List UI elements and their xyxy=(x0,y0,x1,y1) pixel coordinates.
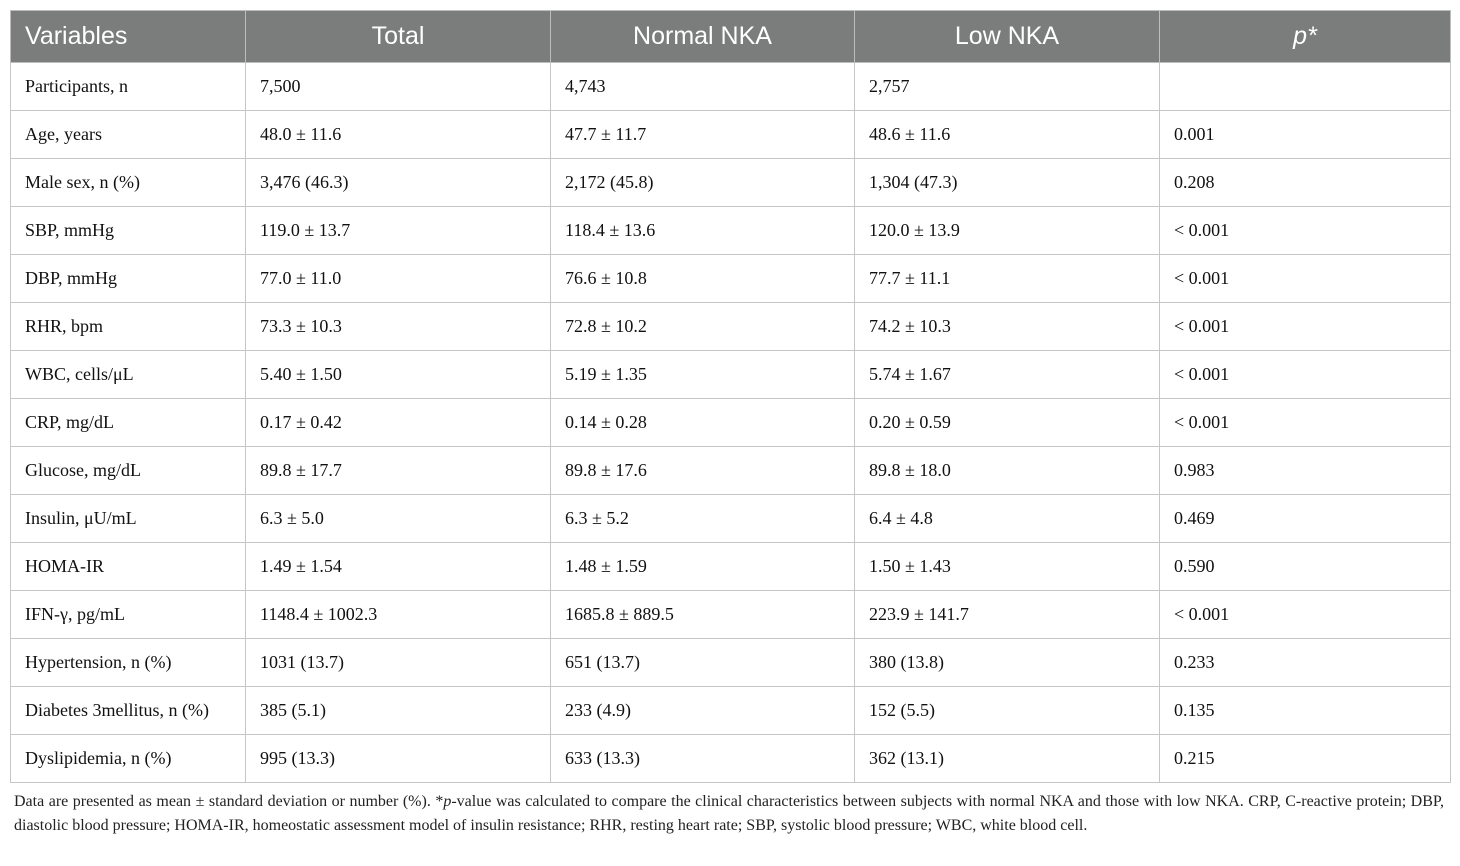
cell-variable: DBP, mmHg xyxy=(11,255,246,303)
header-p-value: p* xyxy=(1160,11,1451,63)
cell-normal-nka: 0.14 ± 0.28 xyxy=(551,399,855,447)
table-row xyxy=(11,447,1451,495)
cell-total: 89.8 ± 17.7 xyxy=(246,447,551,495)
cell-low-nka: 223.9 ± 141.7 xyxy=(855,591,1160,639)
cell-low-nka: 0.20 ± 0.59 xyxy=(855,399,1160,447)
cell-variable: CRP, mg/dL xyxy=(11,399,246,447)
cell-total: 48.0 ± 11.6 xyxy=(246,111,551,159)
cell-total: 6.3 ± 5.0 xyxy=(246,495,551,543)
cell-normal-nka: 2,172 (45.8) xyxy=(551,159,855,207)
table-row xyxy=(11,159,1451,207)
cell-normal-nka: 118.4 ± 13.6 xyxy=(551,207,855,255)
cell-p-value: 0.983 xyxy=(1160,447,1451,495)
header-total: Total xyxy=(246,11,551,63)
table-row xyxy=(11,255,1451,303)
cell-variable: IFN-γ, pg/mL xyxy=(11,591,246,639)
cell-low-nka: 362 (13.1) xyxy=(855,735,1160,783)
cell-p-value: 0.215 xyxy=(1160,735,1451,783)
table-body xyxy=(11,63,1451,783)
cell-normal-nka: 72.8 ± 10.2 xyxy=(551,303,855,351)
cell-total: 1148.4 ± 1002.3 xyxy=(246,591,551,639)
cell-variable: RHR, bpm xyxy=(11,303,246,351)
cell-normal-nka: 47.7 ± 11.7 xyxy=(551,111,855,159)
cell-normal-nka: 1.48 ± 1.59 xyxy=(551,543,855,591)
cell-p-value: < 0.001 xyxy=(1160,303,1451,351)
cell-total: 1.49 ± 1.54 xyxy=(246,543,551,591)
cell-p-value: 0.001 xyxy=(1160,111,1451,159)
cell-variable: Male sex, n (%) xyxy=(11,159,246,207)
cell-low-nka: 380 (13.8) xyxy=(855,639,1160,687)
cell-variable: Participants, n xyxy=(11,63,246,111)
cell-p-value: < 0.001 xyxy=(1160,351,1451,399)
table-row xyxy=(11,543,1451,591)
cell-variable: Insulin, μU/mL xyxy=(11,495,246,543)
cell-p-value: < 0.001 xyxy=(1160,591,1451,639)
table-row xyxy=(11,639,1451,687)
cell-low-nka: 48.6 ± 11.6 xyxy=(855,111,1160,159)
table-header xyxy=(11,11,1451,63)
cell-p-value: < 0.001 xyxy=(1160,207,1451,255)
footnote-text-1: Data are presented as mean ± standard deviation or number (%). * xyxy=(14,793,444,810)
header-normal-nka: Normal NKA xyxy=(551,11,855,63)
cell-p-value: 0.469 xyxy=(1160,495,1451,543)
cell-low-nka: 6.4 ± 4.8 xyxy=(855,495,1160,543)
footnote-text-2: -value was calculated to compare the clinical characteristics between subjects with normal NKA and those with low NKA. CRP, C-reactive protein; DBP, diastolic blood pressure; HOMA-IR, homeostatic assessment model of insulin resistance; RHR, resting heart rate; SBP, systolic blood pressure; WBC, white blood cell. xyxy=(14,793,1445,834)
cell-total: 73.3 ± 10.3 xyxy=(246,303,551,351)
cell-low-nka: 5.74 ± 1.67 xyxy=(855,351,1160,399)
cell-low-nka: 2,757 xyxy=(855,63,1160,111)
cell-variable: HOMA-IR xyxy=(11,543,246,591)
cell-normal-nka: 651 (13.7) xyxy=(551,639,855,687)
cell-total: 5.40 ± 1.50 xyxy=(246,351,551,399)
cell-normal-nka: 76.6 ± 10.8 xyxy=(551,255,855,303)
cell-low-nka: 74.2 ± 10.3 xyxy=(855,303,1160,351)
footnote-p-italic: p xyxy=(443,793,452,810)
cell-p-value: < 0.001 xyxy=(1160,255,1451,303)
cell-low-nka: 152 (5.5) xyxy=(855,687,1160,735)
cell-low-nka: 120.0 ± 13.9 xyxy=(855,207,1160,255)
cell-normal-nka: 4,743 xyxy=(551,63,855,111)
table-row xyxy=(11,687,1451,735)
cell-total: 385 (5.1) xyxy=(246,687,551,735)
cell-variable: SBP, mmHg xyxy=(11,207,246,255)
table-row xyxy=(11,63,1451,111)
table-row xyxy=(11,303,1451,351)
cell-total: 0.17 ± 0.42 xyxy=(246,399,551,447)
cell-normal-nka: 5.19 ± 1.35 xyxy=(551,351,855,399)
table-row xyxy=(11,399,1451,447)
cell-total: 7,500 xyxy=(246,63,551,111)
cell-normal-nka: 6.3 ± 5.2 xyxy=(551,495,855,543)
cell-total: 1031 (13.7) xyxy=(246,639,551,687)
cell-normal-nka: 233 (4.9) xyxy=(551,687,855,735)
header-row xyxy=(11,11,1451,63)
characteristics-table xyxy=(10,10,1451,783)
cell-low-nka: 1.50 ± 1.43 xyxy=(855,543,1160,591)
characteristics-table-container xyxy=(10,10,1450,783)
cell-total: 119.0 ± 13.7 xyxy=(246,207,551,255)
cell-variable: Diabetes 3mellitus, n (%) xyxy=(11,687,246,735)
cell-variable: Age, years xyxy=(11,111,246,159)
cell-p-value: 0.233 xyxy=(1160,639,1451,687)
cell-variable: WBC, cells/μL xyxy=(11,351,246,399)
cell-normal-nka: 1685.8 ± 889.5 xyxy=(551,591,855,639)
cell-p-value xyxy=(1160,63,1451,111)
table-row xyxy=(11,591,1451,639)
table-row xyxy=(11,735,1451,783)
cell-variable: Glucose, mg/dL xyxy=(11,447,246,495)
cell-p-value: 0.208 xyxy=(1160,159,1451,207)
cell-total: 3,476 (46.3) xyxy=(246,159,551,207)
cell-low-nka: 77.7 ± 11.1 xyxy=(855,255,1160,303)
cell-low-nka: 1,304 (47.3) xyxy=(855,159,1160,207)
header-variables: Variables xyxy=(11,11,246,63)
cell-p-value: 0.135 xyxy=(1160,687,1451,735)
table-row xyxy=(11,111,1451,159)
cell-variable: Hypertension, n (%) xyxy=(11,639,246,687)
table-row xyxy=(11,495,1451,543)
cell-p-value: < 0.001 xyxy=(1160,399,1451,447)
table-footnote xyxy=(14,790,1444,838)
cell-normal-nka: 89.8 ± 17.6 xyxy=(551,447,855,495)
cell-variable: Dyslipidemia, n (%) xyxy=(11,735,246,783)
cell-total: 77.0 ± 11.0 xyxy=(246,255,551,303)
cell-p-value: 0.590 xyxy=(1160,543,1451,591)
cell-low-nka: 89.8 ± 18.0 xyxy=(855,447,1160,495)
cell-total: 995 (13.3) xyxy=(246,735,551,783)
table-row xyxy=(11,351,1451,399)
cell-normal-nka: 633 (13.3) xyxy=(551,735,855,783)
header-low-nka: Low NKA xyxy=(855,11,1160,63)
table-row xyxy=(11,207,1451,255)
